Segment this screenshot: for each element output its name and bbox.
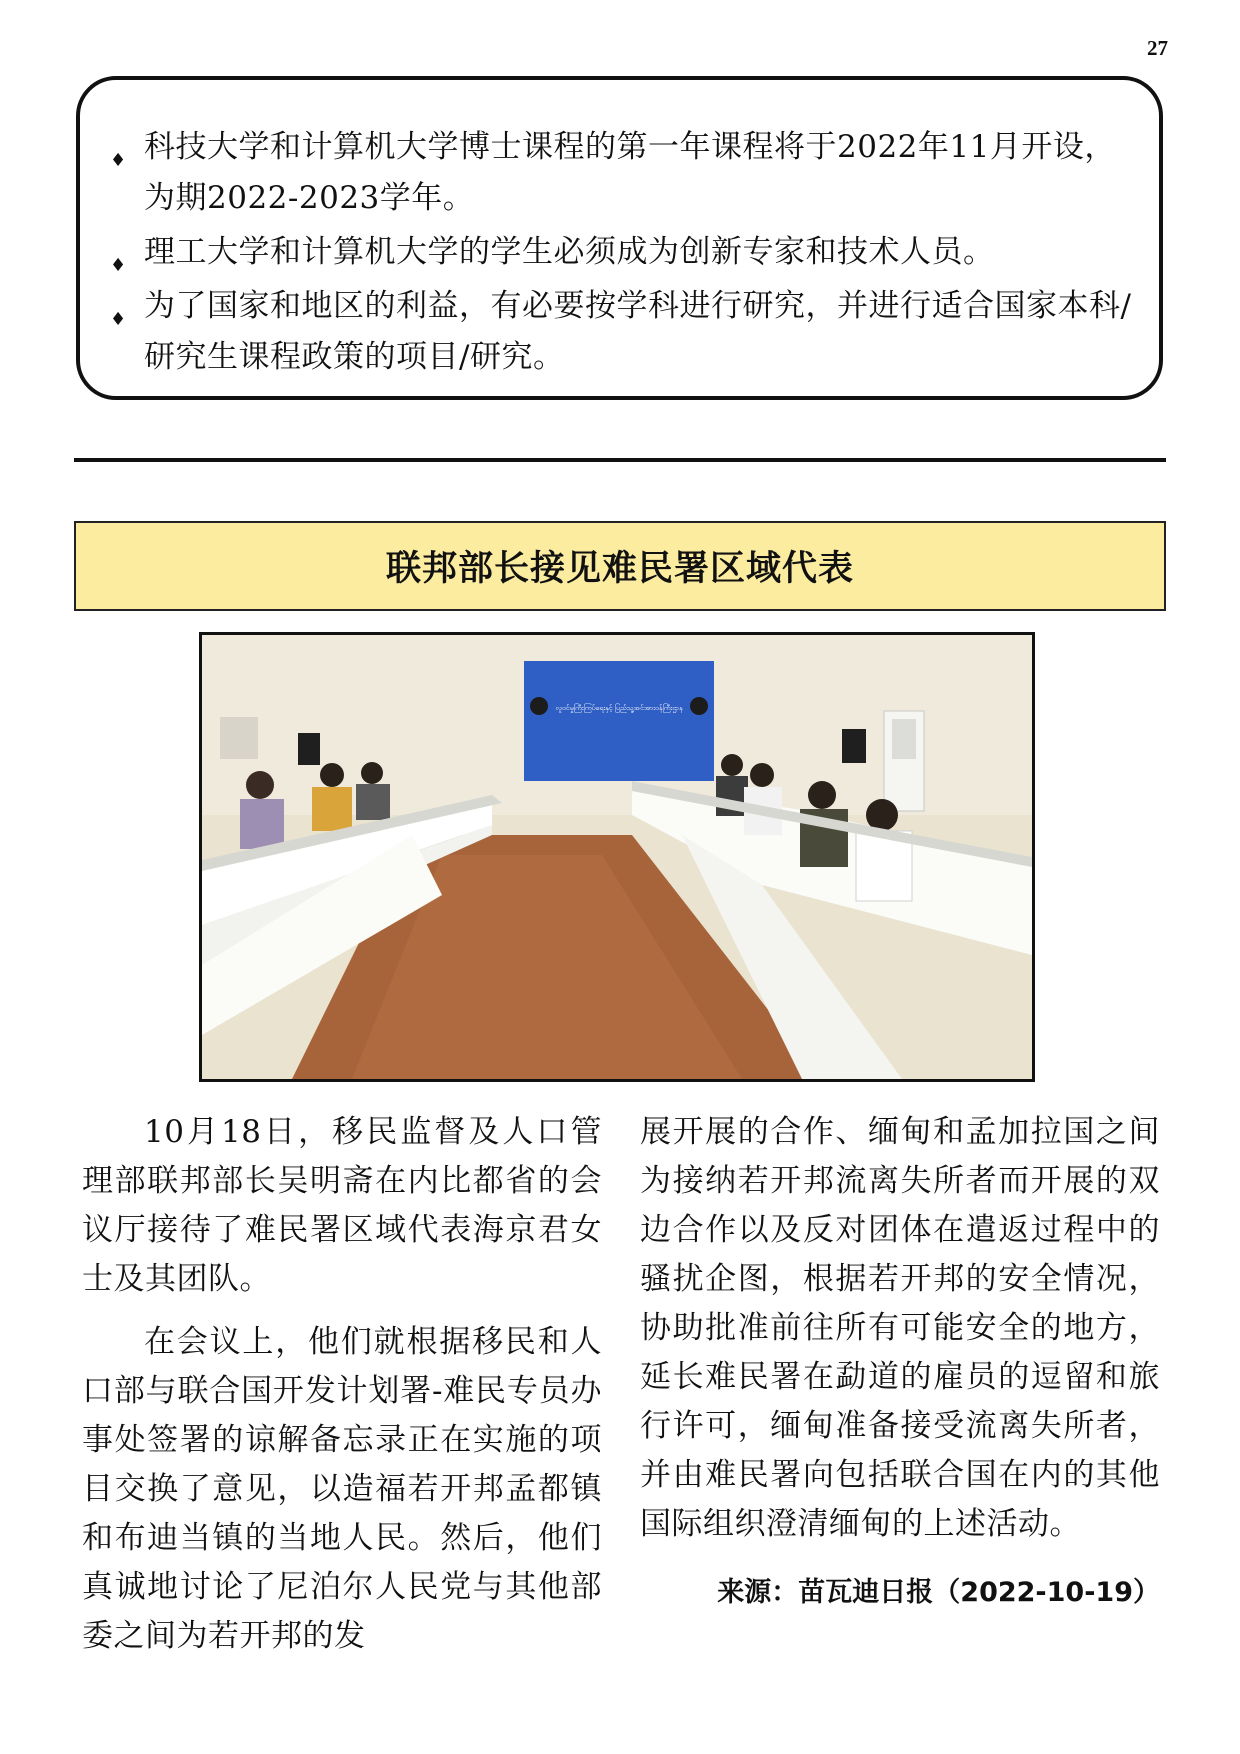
article-paragraph: 10月18日，移民监督及人口管理部联邦部长吴明斋在内比都省的会议厅接待了难民署区域代表海京君女士及其团队。 [82,1114,602,1297]
highlight-text: 科技大学和计算机大学博士课程的第一年课程将于2022年11月开设，为期2022-2023学年。 [144,129,1116,216]
article-title-box [74,521,1166,611]
highlight-item [106,227,1139,278]
article-source: 来源：苗瓦迪日报（2022-10-19） [717,1577,1160,1608]
article-column-left [82,1108,602,1675]
highlights-list [106,122,1139,383]
highlight-item [106,281,1139,383]
highlight-text: 理工大学和计算机大学的学生必须成为创新专家和技术人员。 [144,234,995,270]
meeting-photo [199,632,1035,1082]
article-column-right [640,1108,1160,1563]
page-number: 27 [1147,36,1168,60]
highlights-box [76,76,1163,400]
article-title: 联邦部长接见难民署区域代表 [385,549,854,589]
diamond-bullet-icon: ♦ [110,255,127,276]
diamond-bullet-icon: ♦ [110,150,127,171]
meeting-room-illustration [202,635,1032,1079]
highlight-text: 为了国家和地区的利益，有必要按学科进行研究，并进行适合国家本科/研究生课程政策的项目/研究。 [144,288,1132,375]
highlight-item [106,122,1139,224]
blue-banner-screen [524,661,714,781]
banner-text: လူဝင်မှုကြီးကြပ်ရေးနှင့် ပြည်သူ့အင်အားဝန်ကြီးဌာန [555,704,683,712]
article-paragraph-continued: 展开展的合作、缅甸和孟加拉国之间为接纳若开邦流离失所者而开展的双边合作以及反对团体在遣返过程中的骚扰企图，根据若开邦的安全情况，协助批准前往所有可能安全的地方，延长难民署在勐道的雇员的逗留和旅行许可，缅甸准备接受流离失所者，并由难民署向包括联合国在内的其他国际组织澄清缅甸的上述活动。 [640,1114,1160,1542]
article-paragraph: 在会议上，他们就根据移民和人口部与联合国开发计划署-难民专员办事处签署的谅解备忘录正在实施的项目交换了意见，以造福若开邦孟都镇和布迪当镇的当地人民。然后，他们真诚地讨论了尼泊尔人民党与其他部委之间为若开邦的发 [82,1324,602,1654]
diamond-bullet-icon: ♦ [110,309,127,330]
section-divider [74,458,1166,462]
